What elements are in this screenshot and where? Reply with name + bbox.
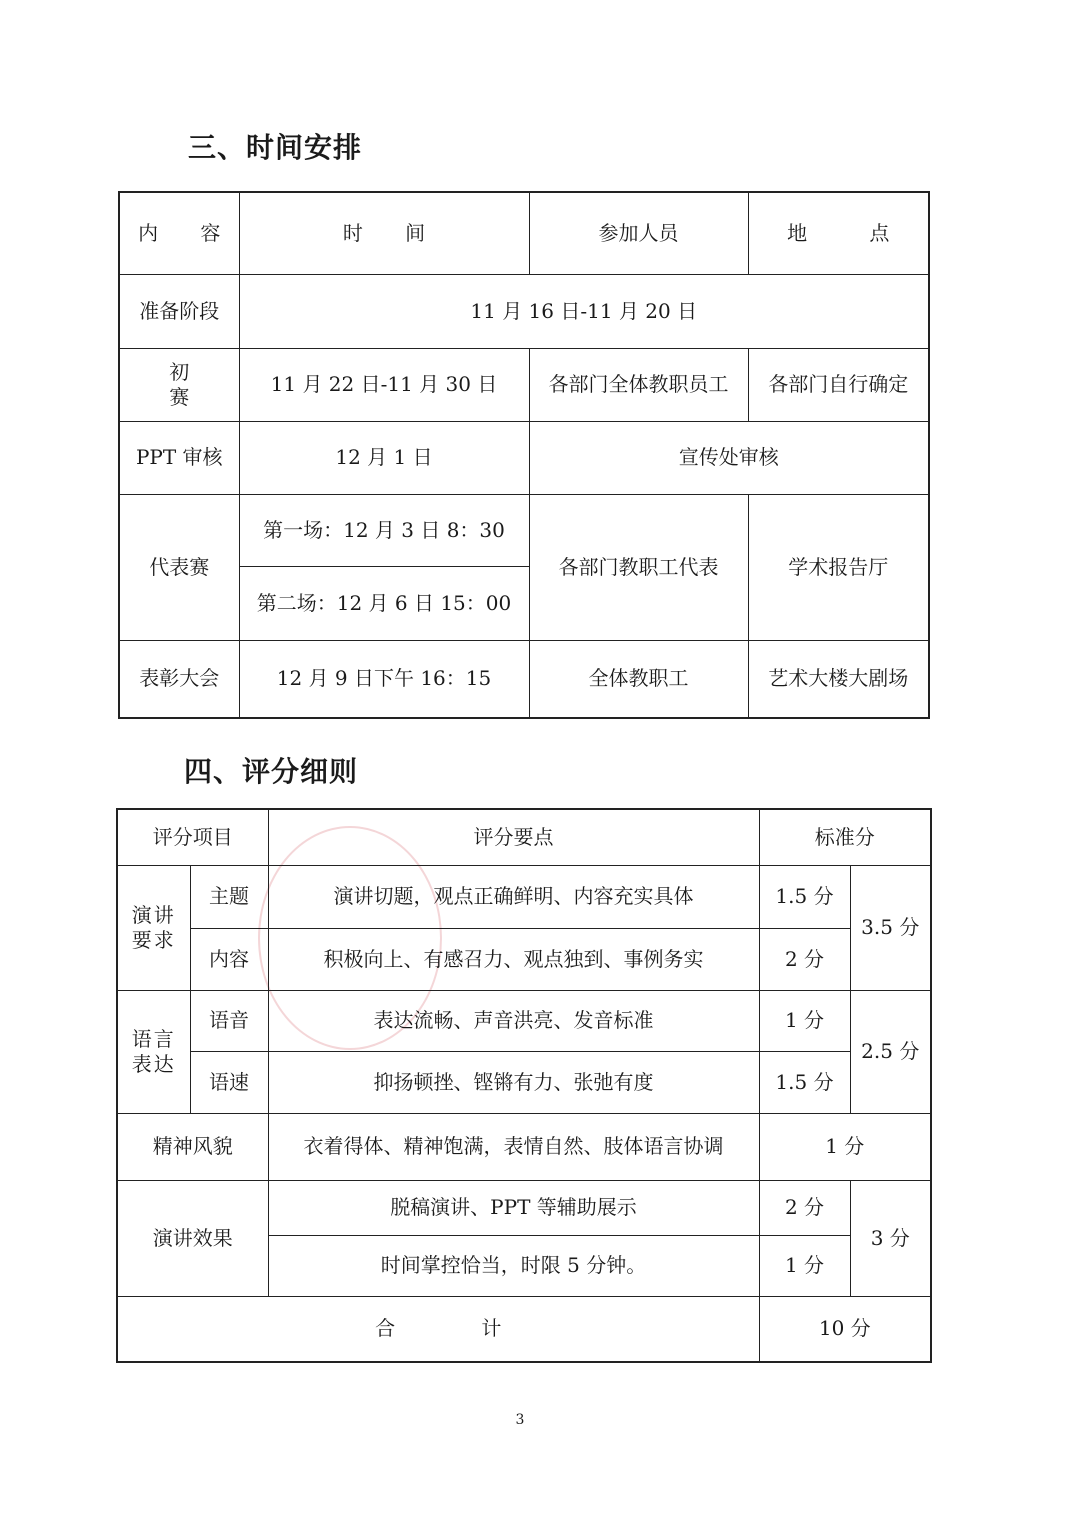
score-voice: 1 分 bbox=[759, 990, 850, 1051]
header-location: 地 点 bbox=[748, 192, 929, 274]
time-ppt: 12 月 1 日 bbox=[239, 421, 529, 494]
stage-ppt: PPT 审核 bbox=[119, 421, 239, 494]
participants-award: 全体教职工 bbox=[529, 640, 748, 718]
schedule-table bbox=[118, 191, 930, 719]
group-speech-requirement-label: 演讲要求 bbox=[131, 902, 176, 952]
page-number: 3 bbox=[515, 1412, 525, 1428]
schedule-row-prep bbox=[119, 274, 929, 348]
scoring-row-voice bbox=[117, 990, 931, 1051]
time-award: 12 月 9 日下午 16：15 bbox=[239, 640, 529, 718]
desc-speed: 抑扬顿挫、铿锵有力、张弛有度 bbox=[268, 1051, 759, 1113]
section-title-schedule: 三、时间安排 bbox=[188, 131, 363, 164]
score-theme: 1.5 分 bbox=[759, 865, 850, 928]
header-content: 内 容 bbox=[119, 192, 239, 274]
sub-voice: 语音 bbox=[190, 990, 268, 1051]
sub-content: 内容 bbox=[190, 928, 268, 990]
header-standard: 标准分 bbox=[759, 809, 931, 865]
scoring-row-sum bbox=[117, 1296, 931, 1362]
desc-spirit: 衣着得体、精神饱满，表情自然、肢体语言协调 bbox=[268, 1113, 759, 1180]
note-ppt: 宣传处审核 bbox=[529, 421, 929, 494]
stage-prelim: 初 赛 bbox=[119, 348, 239, 421]
participants-rep: 各部门教职工代表 bbox=[529, 494, 748, 640]
section-title-scoring: 四、评分细则 bbox=[184, 755, 359, 788]
desc-content: 积极向上、有感召力、观点独到、事例务实 bbox=[268, 928, 759, 990]
sum-label: 合 计 bbox=[117, 1296, 759, 1362]
score-spirit: 1 分 bbox=[759, 1113, 931, 1180]
desc-effect-2: 时间掌控恰当，时限 5 分钟。 bbox=[268, 1235, 759, 1296]
scoring-table bbox=[116, 808, 932, 1363]
header-time: 时 间 bbox=[239, 192, 529, 274]
scoring-row-effect-1 bbox=[117, 1180, 931, 1235]
location-prelim: 各部门自行确定 bbox=[748, 348, 929, 421]
desc-theme: 演讲切题，观点正确鲜明、内容充实具体 bbox=[268, 865, 759, 928]
scoring-row-content bbox=[117, 928, 931, 990]
scoring-row-speed bbox=[117, 1051, 931, 1113]
sub-theme: 主题 bbox=[190, 865, 268, 928]
score-speed: 1.5 分 bbox=[759, 1051, 850, 1113]
item-effect: 演讲效果 bbox=[117, 1180, 268, 1296]
total-effect: 3 分 bbox=[850, 1180, 931, 1296]
header-points: 评分要点 bbox=[268, 809, 759, 865]
schedule-row-prelim bbox=[119, 348, 929, 421]
sub-speed: 语速 bbox=[190, 1051, 268, 1113]
location-rep: 学术报告厅 bbox=[748, 494, 929, 640]
total-language: 2.5 分 bbox=[850, 990, 931, 1113]
time-rep-2: 第二场：12 月 6 日 15：00 bbox=[239, 566, 529, 640]
scoring-row-theme bbox=[117, 865, 931, 928]
time-prep: 11 月 16 日-11 月 20 日 bbox=[239, 274, 929, 348]
group-language bbox=[117, 990, 190, 1113]
schedule-row-ppt bbox=[119, 421, 929, 494]
header-participants: 参加人员 bbox=[529, 192, 748, 274]
header-item: 评分项目 bbox=[117, 809, 268, 865]
item-spirit: 精神风貌 bbox=[117, 1113, 268, 1180]
sum-score: 10 分 bbox=[759, 1296, 931, 1362]
stage-rep: 代表赛 bbox=[119, 494, 239, 640]
schedule-row-rep-1 bbox=[119, 494, 929, 566]
total-speech-requirement: 3.5 分 bbox=[850, 865, 931, 990]
group-language-label: 语言表达 bbox=[131, 1026, 176, 1076]
schedule-row-award bbox=[119, 640, 929, 718]
group-speech-requirement bbox=[117, 865, 190, 990]
schedule-header-row bbox=[119, 192, 929, 274]
participants-prelim: 各部门全体教职员工 bbox=[529, 348, 748, 421]
score-effect-1: 2 分 bbox=[759, 1180, 850, 1235]
scoring-row-spirit bbox=[117, 1113, 931, 1180]
desc-voice: 表达流畅、声音洪亮、发音标准 bbox=[268, 990, 759, 1051]
time-rep-1: 第一场：12 月 3 日 8：30 bbox=[239, 494, 529, 566]
stage-award: 表彰大会 bbox=[119, 640, 239, 718]
score-content: 2 分 bbox=[759, 928, 850, 990]
stage-prep: 准备阶段 bbox=[119, 274, 239, 348]
location-award: 艺术大楼大剧场 bbox=[748, 640, 929, 718]
time-prelim: 11 月 22 日-11 月 30 日 bbox=[239, 348, 529, 421]
score-effect-2: 1 分 bbox=[759, 1235, 850, 1296]
desc-effect-1: 脱稿演讲、PPT 等辅助展示 bbox=[268, 1180, 759, 1235]
scoring-header-row bbox=[117, 809, 931, 865]
